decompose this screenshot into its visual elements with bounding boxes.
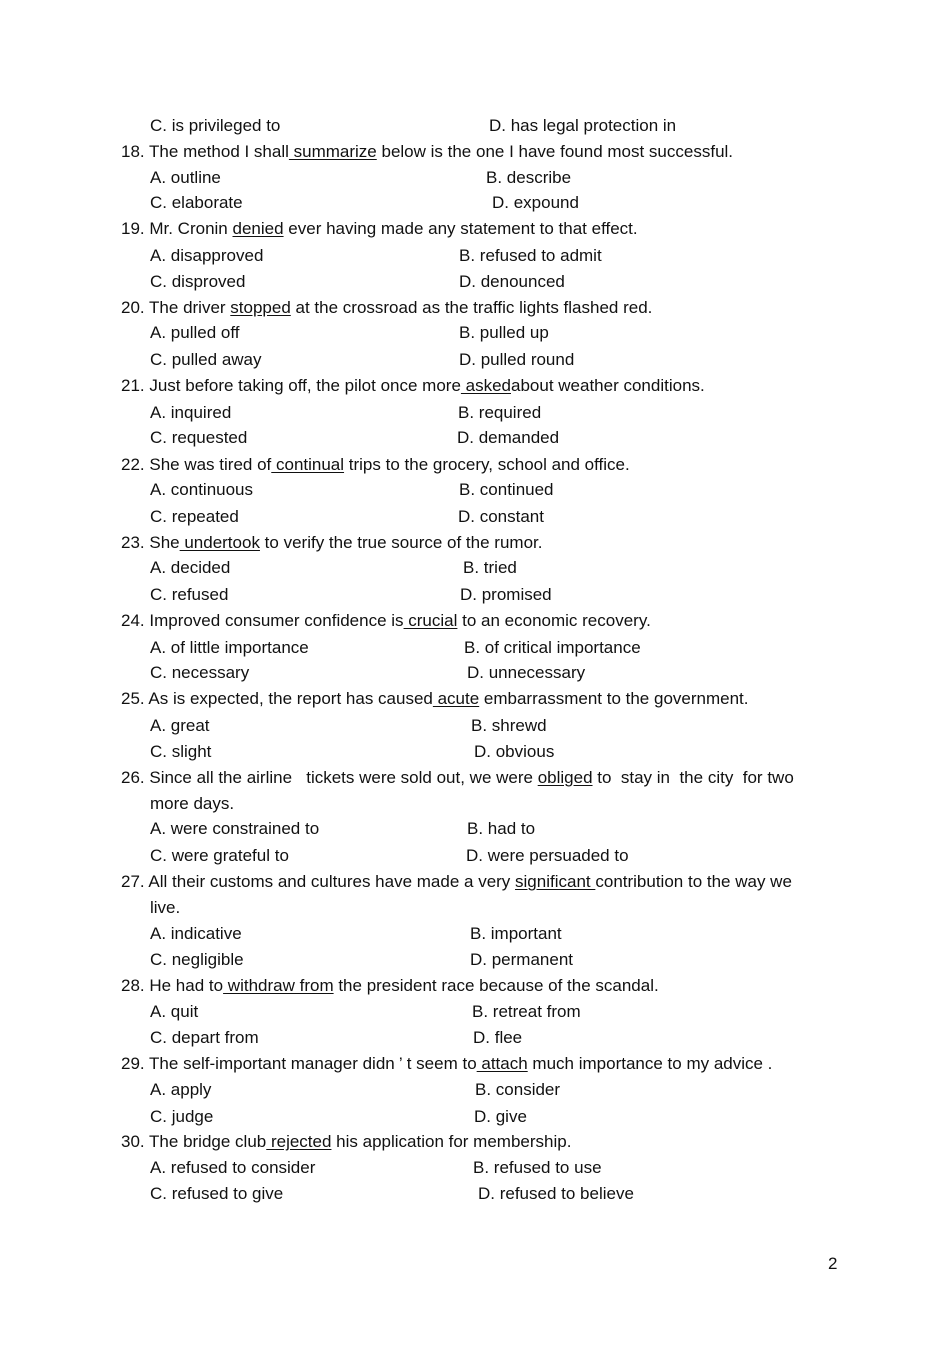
question-text: his application for membership. [331,1132,572,1151]
option-b: B. continued [459,480,554,499]
option-c: C. refused to give [150,1184,284,1203]
question-text: about weather conditions. [511,376,705,395]
question-continuation: live. [150,898,181,917]
option-c: C. elaborate [150,193,243,212]
option-d: D. promised [460,585,552,604]
option-a: A. decided [150,558,231,577]
underlined-word: denied [232,219,284,238]
option-a: A. disapproved [150,246,264,265]
question-20 [121,298,652,318]
option-b: B. of critical importance [464,638,641,657]
question-continuation: more days. [150,794,235,813]
option-b: B. refused to use [473,1158,602,1177]
underlined-word: continual [271,455,345,474]
option-b: B. consider [475,1080,561,1099]
option-c: C. slight [150,742,212,761]
option-d: D. denounced [459,272,565,291]
option-b: B. required [458,403,542,422]
option-d: D. unnecessary [467,663,586,682]
underlined-word: attach [476,1054,528,1073]
question-text: the president race because of the scandal. [333,976,659,995]
option-d: D. pulled round [459,350,575,369]
option-b: B. describe [486,168,572,187]
underlined-word: crucial [403,611,458,630]
option-a: A. inquired [150,403,232,422]
option-d: D. constant [458,507,544,526]
underlined-word: rejected [266,1132,332,1151]
question-text: 24. Improved consumer confidence is [121,611,404,630]
question-text: 30. The bridge club [121,1132,267,1151]
question-text: 22. She was tired of [121,455,272,474]
option-d: D. has legal protection in [489,116,677,135]
underlined-word: withdraw from [223,976,334,995]
option-d: D. expound [492,193,579,212]
option-d: D. were persuaded to [466,846,629,865]
question-26 [121,768,794,788]
question-text: 27. All their customs and cultures have made a very [121,872,516,891]
question-21 [121,376,705,396]
option-a: A. were constrained to [150,819,320,838]
option-d: D. permanent [470,950,573,969]
option-d: D. flee [473,1028,523,1047]
option-c: C. repeated [150,507,239,526]
question-text: 18. The method I shall [121,142,289,161]
option-a: A. quit [150,1002,199,1021]
question-text: trips to the grocery, school and office. [344,455,630,474]
option-c: C. negligible [150,950,244,969]
option-c: C. disproved [150,272,246,291]
question-text: ever having made any statement to that effect. [283,219,638,238]
option-d: D. refused to believe [478,1184,634,1203]
question-text: to an economic recovery. [457,611,651,630]
underlined-word: obliged [537,768,593,787]
question-text: 26. Since all the airline tickets were sold out, we were [121,768,538,787]
question-24 [121,611,651,631]
question-text: at the crossroad as the traffic lights flashed red. [290,298,653,317]
question-19 [121,219,638,239]
option-c: C. were grateful to [150,846,289,865]
question-30 [121,1132,571,1152]
option-b: B. refused to admit [459,246,602,265]
option-b: B. retreat from [472,1002,581,1021]
option-d: D. give [474,1107,527,1126]
option-a: A. refused to consider [150,1158,316,1177]
option-d: D. demanded [457,428,560,447]
apostrophe-glyph: ’ [398,1054,403,1073]
question-text: 25. As is expected, the report has caused [121,689,433,708]
question-27 [121,872,792,892]
question-18 [121,142,733,162]
question-text: to verify the true source of the rumor. [259,533,543,552]
question-text: to stay in the city for two [592,768,794,787]
question-text: contribution to the way we [595,872,792,891]
option-a: A. apply [150,1080,212,1099]
question-text: 21. Just before taking off, the pilot once more [121,376,461,395]
option-c: C. requested [150,428,248,447]
question-text: 19. Mr. Cronin [121,219,233,238]
option-c: C. is privileged to [150,116,281,135]
option-c: C. depart from [150,1028,259,1047]
option-d: D. obvious [474,742,555,761]
option-c: C. pulled away [150,350,262,369]
option-c: C. necessary [150,663,250,682]
page-number: 2 [828,1254,838,1273]
underlined-word: undertook [179,533,260,552]
question-text: below is the one I have found most successful. [376,142,734,161]
option-b: B. tried [463,558,517,577]
question-text: much importance to my advice . [527,1054,773,1073]
option-a: A. pulled off [150,323,240,342]
option-b: B. had to [467,819,536,838]
option-b: B. shrewd [471,716,547,735]
option-a: A. great [150,716,210,735]
question-23 [121,533,542,553]
option-c: C. refused [150,585,229,604]
question-text: 28. He had to [121,976,224,995]
option-b: B. important [470,924,562,943]
underlined-word: significant [515,872,596,891]
question-28 [121,976,659,996]
question-22 [121,455,630,475]
question-text: embarrassment to the government. [479,689,749,708]
question-text: 23. She [121,533,180,552]
question-text: t seem to [406,1054,477,1073]
underlined-word: asked [460,376,511,395]
question-25 [121,689,748,709]
option-b: B. pulled up [459,323,549,342]
option-a: A. indicative [150,924,242,943]
question-29 [121,1054,772,1074]
question-text: 29. The self-important manager didn [121,1054,395,1073]
option-c: C. judge [150,1107,214,1126]
option-a: A. of little importance [150,638,309,657]
option-a: A. continuous [150,480,254,499]
underlined-word: stopped [230,298,291,317]
question-text: 20. The driver [121,298,231,317]
option-a: A. outline [150,168,221,187]
underlined-word: summarize [288,142,377,161]
underlined-word: acute [432,689,480,708]
